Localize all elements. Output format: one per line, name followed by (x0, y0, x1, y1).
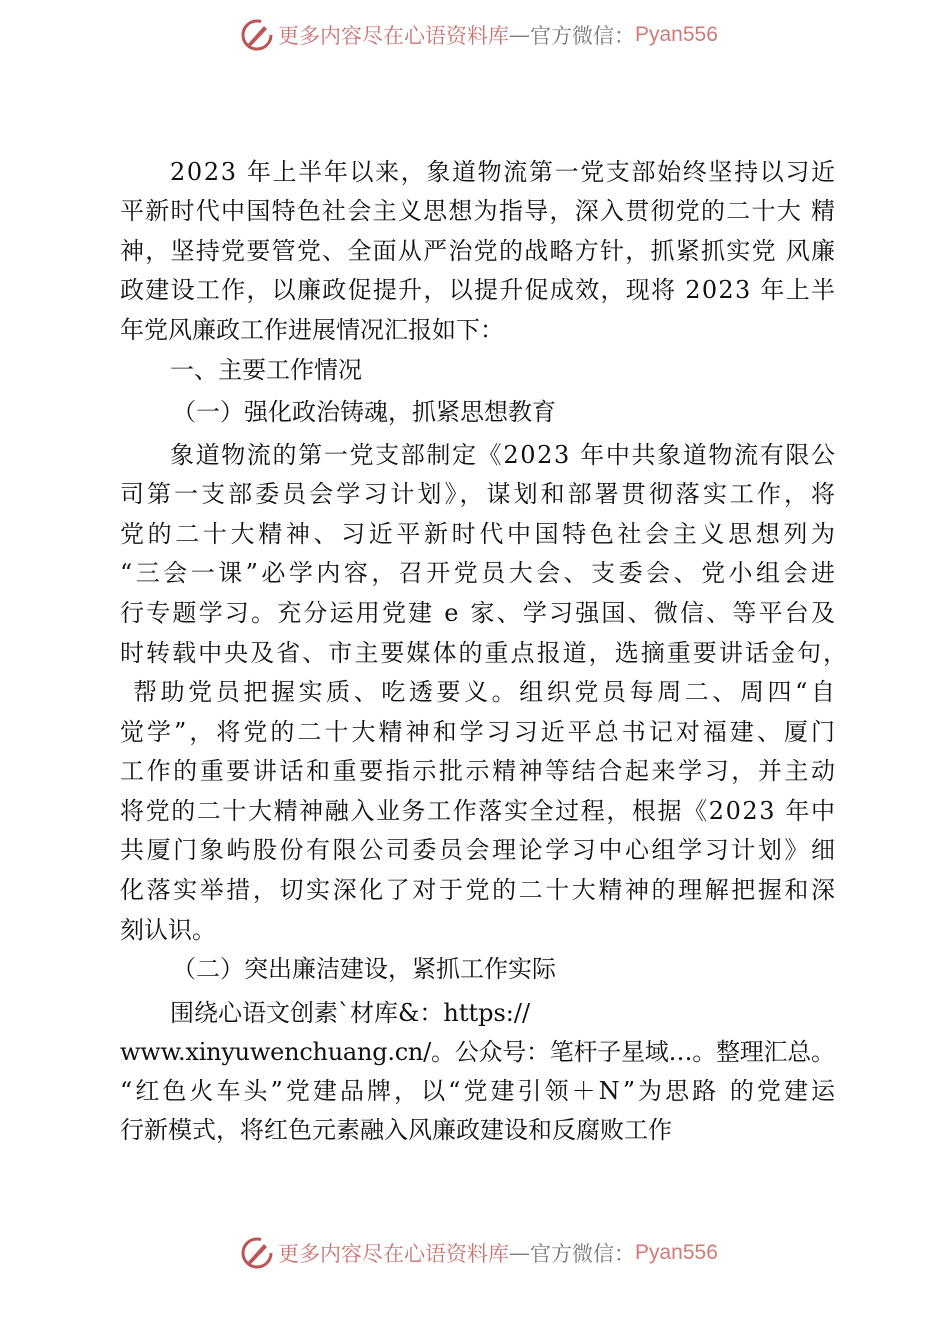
paragraph-line: 平新时代中国特色社会主义思想为指导，深入贯彻党的二十大 精 (120, 197, 837, 225)
paragraph-line: “三会一课”必学内容，召开党员大会、支委会、党小组会进 (120, 559, 839, 587)
paragraph-line: 觉学”，将党的二十大精神和学习习近平总书记对福建、厦门 (120, 718, 839, 746)
watermark-wechat-label: 官方微信： (530, 24, 635, 48)
paragraph-line: 时转载中央及省、市主要媒体的重点报道，选摘重要讲话金句， (120, 639, 850, 667)
paragraph-line: 党的二十大精神、习近平新时代中国特色社会主义思想列为 (120, 520, 839, 548)
paragraph-line: 刻认识。 (120, 916, 216, 944)
pen-logo-icon (240, 1236, 274, 1270)
section-heading: 一、主要工作情况 (170, 356, 362, 384)
paragraph-line: 神，坚持党要管党、全面从严治党的战略方针，抓紧抓实党 风廉 (120, 237, 837, 265)
subsection-heading: （一）强化政治铸魂，抓紧思想教育 (172, 398, 556, 426)
paragraph-line: 将党的二十大精神融入业务工作落实全过程，根据《2023 年中 (120, 797, 837, 825)
paragraph-line: 象道物流的第一党支部制定《2023 年中共象道物流有限公 (170, 441, 837, 469)
paragraph-line: 行专题学习。充分运用党建 e 家、学习强国、微信、等平台及 (120, 599, 838, 627)
subsection-heading: （二）突出廉洁建设，紧抓工作实际 (172, 955, 556, 983)
watermark-wechat-label: 官方微信： (530, 1242, 635, 1266)
paragraph-line: 共厦门象屿股份有限公司委员会理论学习中心组学习计划》细 (120, 836, 838, 864)
watermark-site-text: 更多内容尽在心语资料库 (278, 24, 509, 48)
paragraph-line: 行新模式，将红色元素融入风廉政建设和反腐败工作 (120, 1116, 672, 1144)
watermark-dash: — (509, 23, 530, 47)
paragraph-line: 围绕心语文创素`材库&：https:// (170, 999, 531, 1027)
footer-watermark (240, 1235, 718, 1271)
watermark-wechat-id: Pyan556 (635, 23, 718, 46)
paragraph-line: 化落实举措，切实深化了对于党的二十大精神的理解把握和深 (120, 876, 838, 904)
paragraph-line: 帮助党员把握实质、吃透要义。组织党员每周二、周四“自 (133, 678, 839, 706)
watermark-dash: — (509, 1241, 530, 1265)
paragraph-line: 工作的重要讲话和重要指示批示精神等结合起来学习，并主动 (120, 757, 838, 785)
paragraph-line: 2023 年上半年以来，象道物流第一党支部始终坚持以习近 (170, 158, 837, 186)
watermark-wechat-id: Pyan556 (635, 1241, 718, 1264)
pen-logo-icon (240, 18, 274, 52)
watermark-site-text: 更多内容尽在心语资料库 (278, 1242, 509, 1266)
paragraph-line: 年党风廉政工作进展情况汇报如下： (120, 316, 504, 344)
paragraph-line: “红色火车头”党建品牌，以“党建引领＋N”为思路 的党建运 (120, 1077, 839, 1105)
paragraph-line: www.xinyuwenchuang.cn/。公众号：笔杆子星域…。整理汇总。 (120, 1038, 835, 1066)
header-watermark (240, 17, 718, 53)
paragraph-line: 司第一支部委员会学习计划》，谋划和部署贯彻落实工作，将 (120, 480, 839, 508)
paragraph-line: 政建设工作，以廉政促提升，以提升促成效，现将 2023 年上半 (120, 276, 837, 304)
